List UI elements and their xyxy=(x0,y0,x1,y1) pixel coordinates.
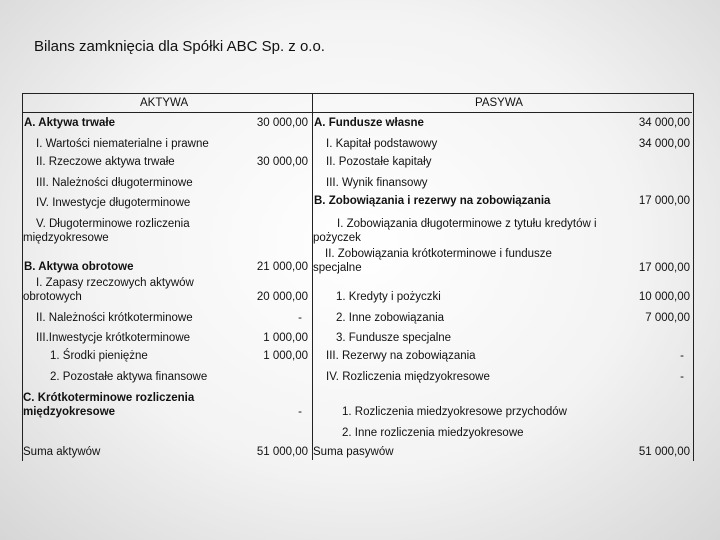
aktywa-row-label: B. Aktywa obrotowe xyxy=(24,261,134,273)
pasywa-row-value: 17 000,00 xyxy=(638,262,690,274)
pasywa-row-label: II. Pozostałe kapitały xyxy=(326,156,432,168)
pasywa-row-value: - xyxy=(680,371,684,383)
aktywa-row-label: V. Długoterminowe rozliczenia międzyokresowe xyxy=(23,218,190,244)
aktywa-row-label: Suma aktywów xyxy=(23,446,101,458)
pasywa-row-label: III. Wynik finansowy xyxy=(326,177,428,189)
header-divider xyxy=(22,112,692,113)
aktywa-row-label: III.Inwestycje krótkoterminowe xyxy=(36,332,191,344)
aktywa-row-label: II. Należności krótkoterminowe xyxy=(36,312,193,324)
aktywa-row-label: III. Należności długoterminowe xyxy=(36,177,193,189)
pasywa-row-value: - xyxy=(680,350,684,362)
aktywa-row-value: 51 000,00 xyxy=(256,446,308,458)
pasywa-row-value: 34 000,00 xyxy=(638,138,690,150)
pasywa-row-label: B. Zobowiązania i rezerwy na zobowiązania xyxy=(314,195,551,207)
pasywa-row-label: 1. Rozliczenia miedzyokresowe przychodów xyxy=(342,406,567,418)
pasywa-row-value: 17 000,00 xyxy=(638,195,690,207)
pasywa-row-label: III. Rezerwy na zobowiązania xyxy=(326,350,476,362)
pasywa-row-label: IV. Rozliczenia międzyokresowe xyxy=(326,371,490,383)
pasywa-row-label: I. Zobowiązania długoterminowe z tytułu kredytów i pożyczek xyxy=(313,218,597,244)
aktywa-header: AKTYWA xyxy=(140,97,189,109)
aktywa-row-label: IV. Inwestycje długoterminowe xyxy=(36,197,191,209)
aktywa-row-label: A. Aktywa trwałe xyxy=(24,117,115,129)
pasywa-row-label: 3. Fundusze specjalne xyxy=(336,332,452,344)
page-title: Bilans zamknięcia dla Spółki ABC Sp. z o.o. xyxy=(34,38,325,55)
aktywa-row-value: 1 000,00 xyxy=(263,332,308,344)
pasywa-row-label: I. Kapitał podstawowy xyxy=(326,138,438,150)
pasywa-row-label: Suma pasywów xyxy=(313,446,394,458)
aktywa-row-value: 1 000,00 xyxy=(263,350,308,362)
pasywa-row-label: A. Fundusze własne xyxy=(314,117,424,129)
aktywa-row-label: 2. Pozostałe aktywa finansowe xyxy=(50,371,208,383)
aktywa-row-label: 1. Środki pieniężne xyxy=(50,350,148,362)
pasywa-row-label: 2. Inne rozliczenia miedzyokresowe xyxy=(342,427,524,439)
aktywa-row-label: C. Krótkoterminowe rozliczenia międzyokresowe xyxy=(23,392,195,418)
pasywa-row-label: 2. Inne zobowiązania xyxy=(336,312,445,324)
aktywa-row-value: - xyxy=(298,312,302,324)
aktywa-row-value: 20 000,00 xyxy=(256,291,308,303)
column-divider xyxy=(312,93,313,460)
aktywa-row-value: 30 000,00 xyxy=(256,156,308,168)
pasywa-row-label: II. Zobowiązania krótkoterminowe i fundusze specjalne xyxy=(313,248,552,274)
aktywa-row-label: II. Rzeczowe aktywa trwałe xyxy=(36,156,175,168)
pasywa-row-value: 7 000,00 xyxy=(645,312,690,324)
pasywa-row-value: 51 000,00 xyxy=(638,446,690,458)
aktywa-row-label: I. Zapasy rzeczowych aktywów obrotowych xyxy=(23,277,194,303)
pasywa-row-label: 1. Kredyty i pożyczki xyxy=(336,291,441,303)
pasywa-row-value: 10 000,00 xyxy=(638,291,690,303)
pasywa-header: PASYWA xyxy=(475,97,523,109)
aktywa-row-value: 30 000,00 xyxy=(256,117,308,129)
aktywa-row-value: - xyxy=(298,406,302,418)
pasywa-row-value: 34 000,00 xyxy=(638,117,690,129)
aktywa-row-label: I. Wartości niematerialne i prawne xyxy=(36,138,209,150)
aktywa-row-value: 21 000,00 xyxy=(256,261,308,273)
